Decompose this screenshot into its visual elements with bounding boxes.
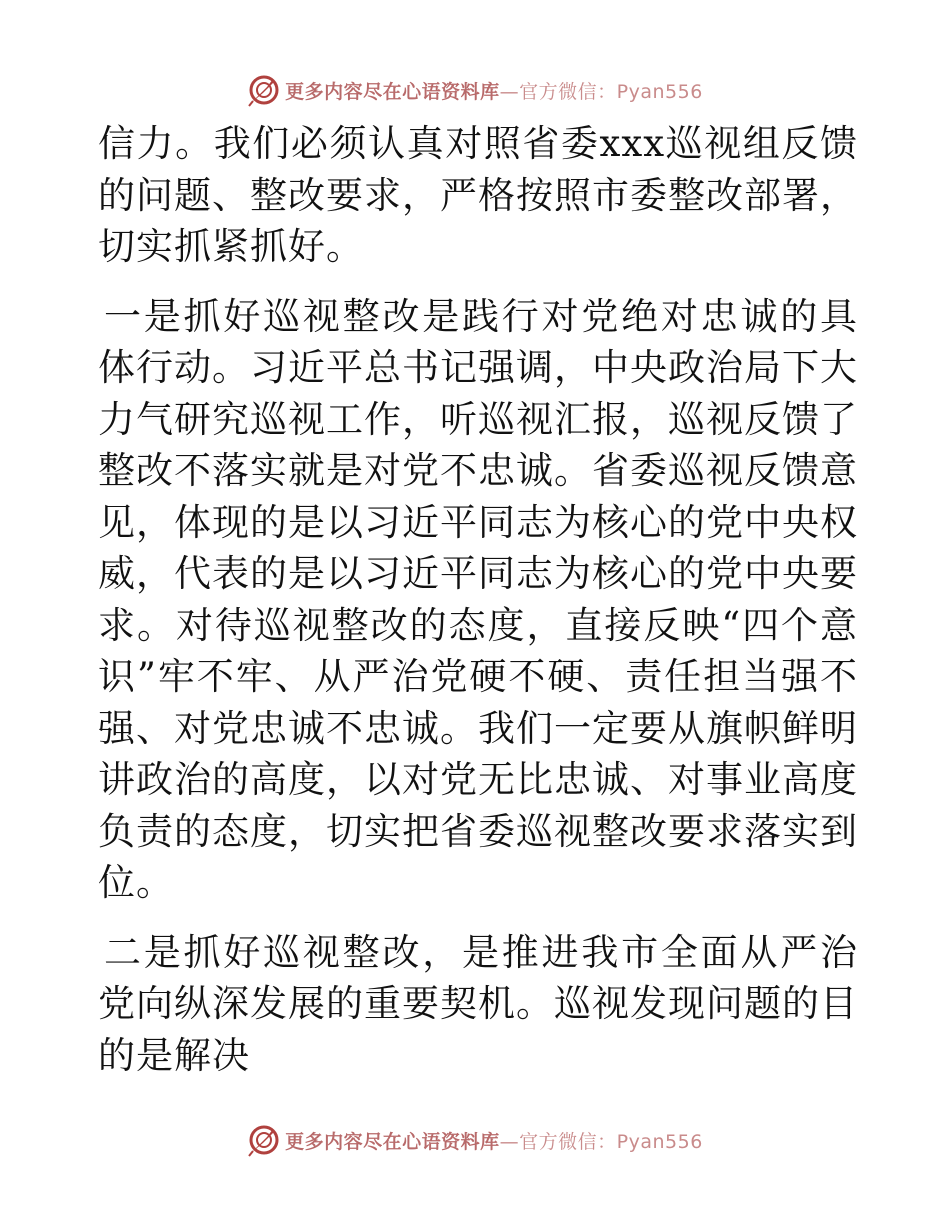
- header-watermark: [0, 70, 950, 110]
- footer-brand: 更多内容尽在心语资料库: [285, 1130, 500, 1153]
- pen-logo-icon: [247, 1123, 281, 1157]
- pen-logo-icon: [247, 73, 281, 107]
- footer-contact: 官方微信：Pyan556: [519, 1130, 703, 1153]
- header-contact: 官方微信：Pyan556: [519, 80, 703, 103]
- paragraph-3: 二是抓好巡视整改，是推进我市全面从严治党向纵深发展的重要契机。巡视发现问题的目的是解决: [98, 930, 858, 1077]
- header-brand: 更多内容尽在心语资料库: [285, 80, 500, 103]
- paragraph-2: 一是抓好巡视整改是践行对党绝对忠诚的具体行动。习近平总书记强调，中央政治局下大力气研究巡视工作，听巡视汇报，巡视反馈了整改不落实就是对党不忠诚。省委巡视反馈意见，体现的是以习近平同志为核心的党中央权威，代表的是以习近平同志为核心的党中央要求。对待巡视整改的态度，直接反映“四个意识”牢不牢、从严治党硬不硬、责任担当强不强、对党忠诚不忠诚。我们一定要从旗帜鲜明讲政治的高度，以对党无比忠诚、对事业高度负责的态度，切实把省委巡视整改要求落实到位。: [98, 294, 858, 904]
- footer-dash: —: [499, 1130, 520, 1153]
- footer-watermark: [0, 1120, 950, 1160]
- header-dash: —: [499, 80, 520, 103]
- paragraph-1: 信力。我们必须认真对照省委xxx巡视组反馈的问题、整改要求，严格按照市委整改部署，切实抓紧抓好。: [98, 122, 858, 268]
- document-body: [98, 118, 858, 1081]
